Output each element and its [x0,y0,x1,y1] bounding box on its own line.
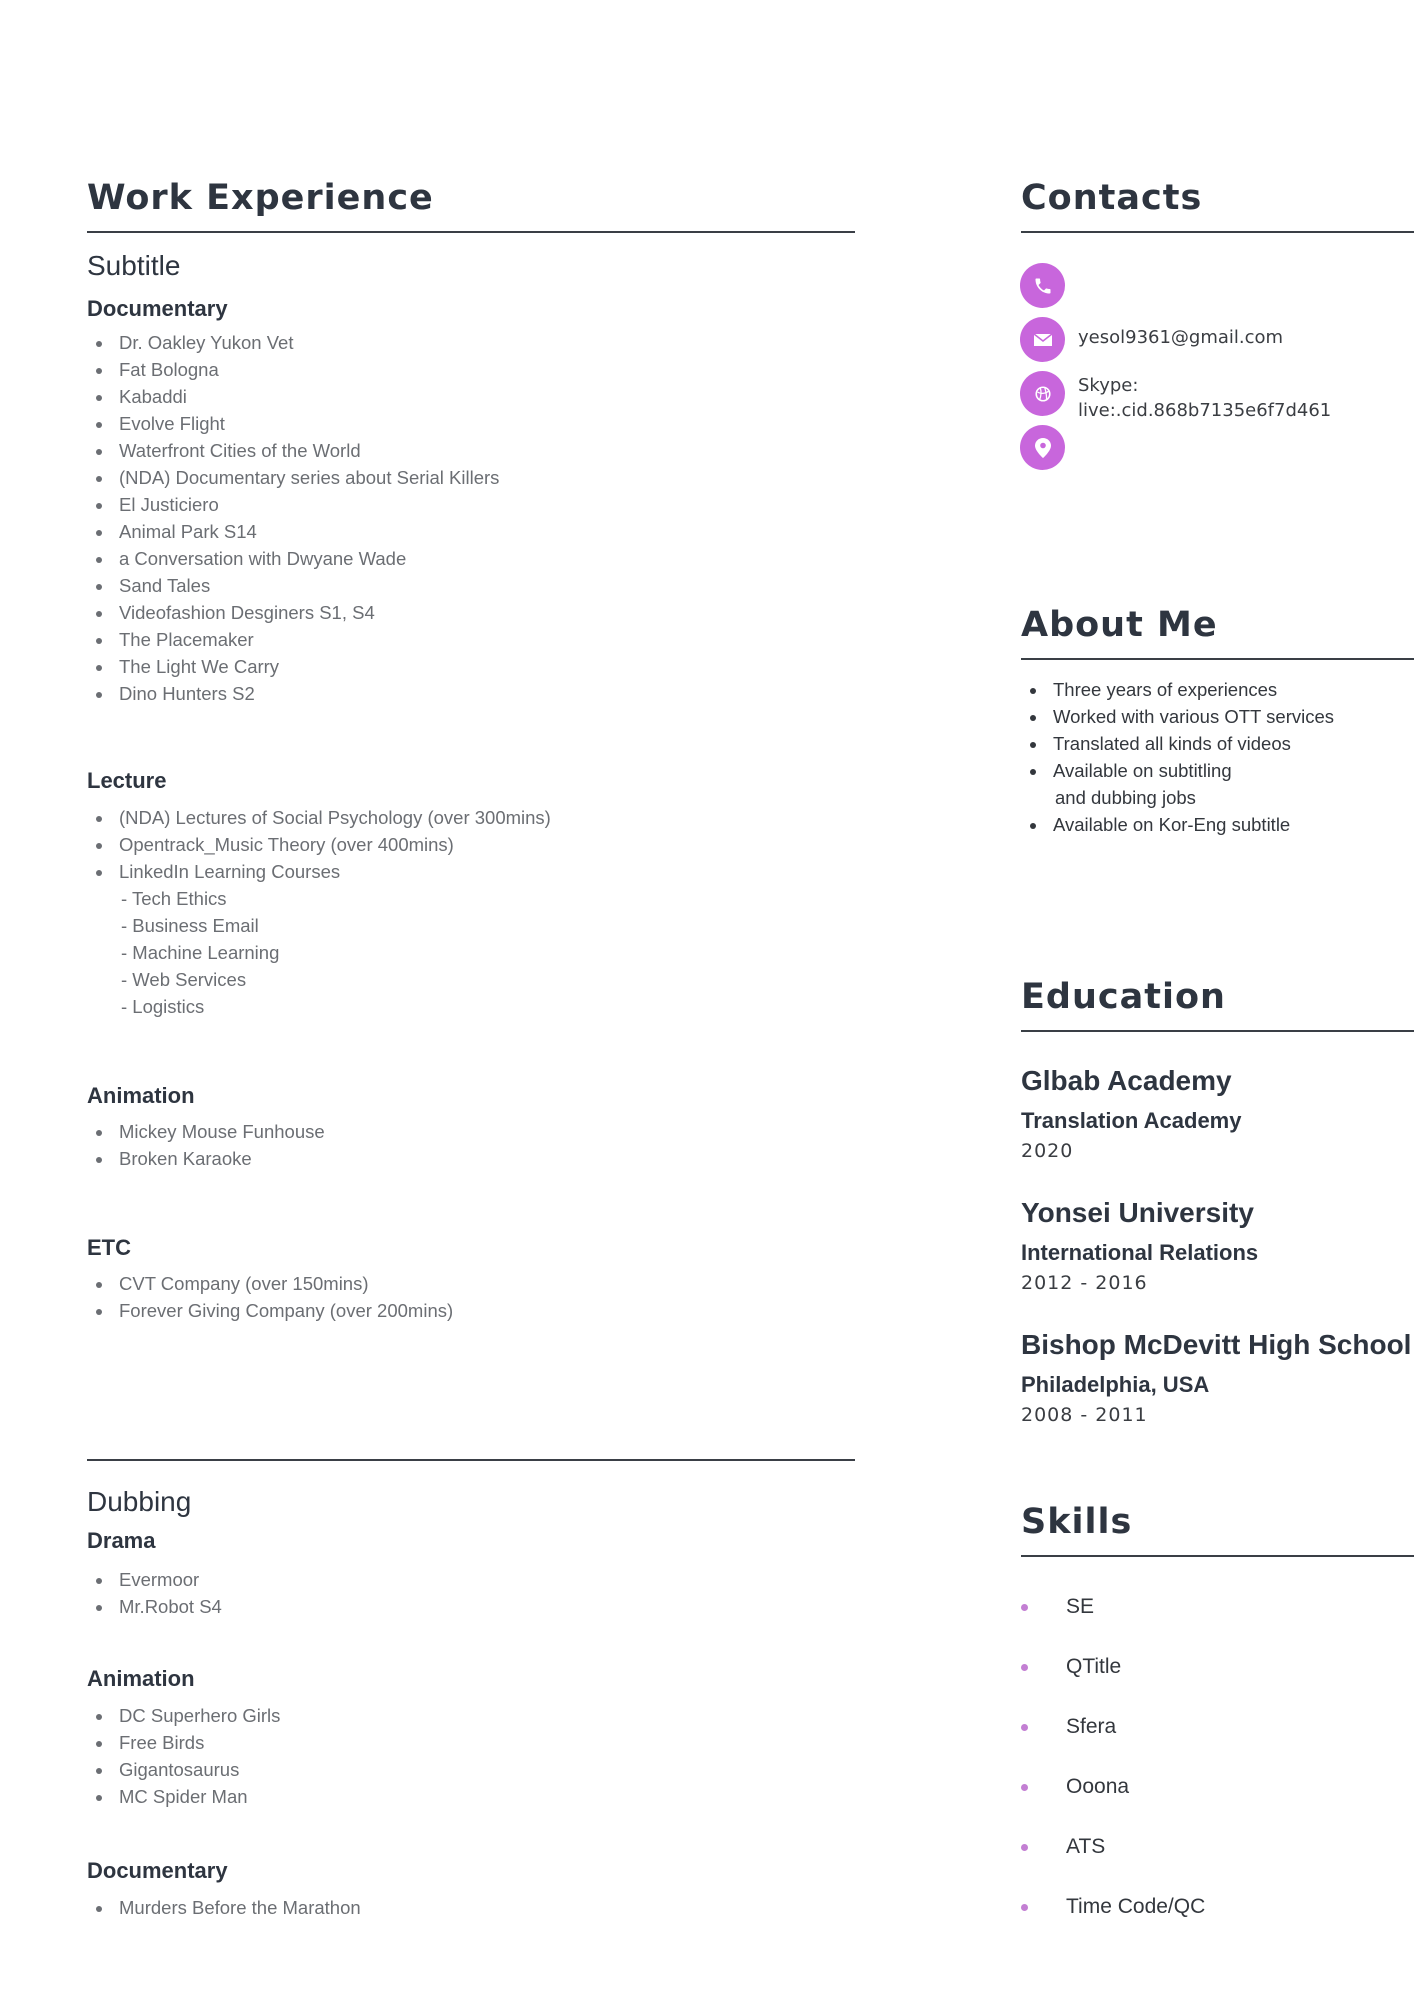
list-item: Evermoor [87,1566,222,1593]
divider [87,231,855,233]
list-item: Free Birds [87,1729,280,1756]
list-item: Fat Bologna [87,356,499,383]
category-documentary-dubbing: Documentary [87,1858,228,1883]
list-item-continuation: and dubbing jobs [1055,787,1196,808]
list-item: Worked with various OTT services [1021,703,1334,730]
skype-text [1078,373,1331,423]
list-item: Available on subtitling [1021,757,1334,784]
bullet-dot-icon [1021,1664,1028,1671]
animation-list [87,1118,325,1172]
etc-list [87,1270,453,1324]
education-school: Yonsei University [1021,1197,1254,1228]
documentary-dubbing-list [87,1894,361,1921]
divider [1021,1555,1414,1557]
list-item: Videofashion Desginers S1, S4 [87,599,499,626]
list-item: Gigantosaurus [87,1756,280,1783]
list-item: Animal Park S14 [87,518,499,545]
list-subitem: - Machine Learning [121,942,280,963]
contact-email [1020,317,1283,362]
list-item: Available on Kor-Eng subtitle [1021,811,1334,838]
list-item: DC Superhero Girls [87,1702,280,1729]
category-drama: Drama [87,1528,156,1553]
contact-skype [1020,371,1331,423]
list-subitem: - Business Email [121,915,259,936]
contacts-heading: Contacts [1021,178,1203,218]
about-me-heading: About Me [1021,605,1218,645]
contact-location [1020,425,1078,470]
list-item: The Placemaker [87,626,499,653]
list-item: Waterfront Cities of the World [87,437,499,464]
category-lecture: Lecture [87,768,167,793]
bullet-dot-icon [1021,1724,1028,1731]
list-subitem: - Logistics [121,996,205,1017]
category-documentary: Documentary [87,296,228,321]
list-item: Murders Before the Marathon [87,1894,361,1921]
skype-id[interactable]: live:.cid.868b7135e6f7d461 [1078,400,1332,421]
list-item: Kabaddi [87,383,499,410]
location-pin-icon [1020,425,1065,470]
list-item: CVT Company (over 150mins) [87,1270,453,1297]
list-item: (NDA) Lectures of Social Psychology (over 300mins) [87,804,551,831]
list-item: Three years of experiences [1021,676,1334,703]
drama-list [87,1566,222,1620]
list-item: (NDA) Documentary series about Serial Killers [87,464,499,491]
mail-icon [1020,317,1065,362]
work-experience-heading: Work Experience [87,178,434,218]
animation-dubbing-list [87,1702,280,1810]
list-item: Forever Giving Company (over 200mins) [87,1297,453,1324]
education-school: Glbab Academy [1021,1065,1232,1096]
about-me-list [1021,676,1334,838]
contact-phone [1020,263,1078,308]
list-item: a Conversation with Dwyane Wade [87,545,499,572]
globe-icon [1020,371,1065,416]
skype-label: Skype: [1078,375,1139,396]
list-item: Sand Tales [87,572,499,599]
category-animation: Animation [87,1083,195,1108]
divider [1021,658,1414,660]
list-subitem: - Web Services [121,969,247,990]
divider [1021,231,1414,233]
list-item: Dr. Oakley Yukon Vet [87,329,499,356]
list-item: Opentrack_Music Theory (over 400mins) [87,831,551,858]
divider [1021,1030,1414,1032]
list-item: Evolve Flight [87,410,499,437]
phone-icon [1020,263,1065,308]
list-item: LinkedIn Learning Courses [87,858,551,885]
education-years: 2012 - 2016 [1021,1272,1148,1294]
education-years: 2020 [1021,1140,1074,1162]
bullet-dot-icon [1021,1604,1028,1611]
education-field: Translation Academy [1021,1108,1242,1133]
documentary-list [87,329,499,707]
education-years: 2008 - 2011 [1021,1404,1148,1426]
email-link[interactable]: yesol9361@gmail.com [1078,327,1284,348]
education-field: Philadelphia, USA [1021,1372,1210,1397]
list-subitem: - Tech Ethics [121,888,227,909]
lecture-list [87,804,551,1020]
education-school: Bishop McDevitt High School [1021,1329,1412,1360]
list-item: Mickey Mouse Funhouse [87,1118,325,1145]
skills-heading: Skills [1021,1502,1133,1542]
subtitle-section-title: Subtitle [87,250,181,281]
bullet-dot-icon [1021,1904,1028,1911]
education-field: International Relations [1021,1240,1259,1265]
bullet-dot-icon [1021,1784,1028,1791]
dubbing-section-title: Dubbing [87,1486,192,1517]
list-item: El Justiciero [87,491,499,518]
category-animation-dubbing: Animation [87,1666,195,1691]
bullet-dot-icon [1021,1844,1028,1851]
list-item: MC Spider Man [87,1783,280,1810]
divider [87,1459,855,1461]
list-item: Translated all kinds of videos [1021,730,1334,757]
education-heading: Education [1021,977,1226,1017]
list-item: Broken Karaoke [87,1145,325,1172]
list-item: Mr.Robot S4 [87,1593,222,1620]
list-item: Dino Hunters S2 [87,680,499,707]
list-item: The Light We Carry [87,653,499,680]
category-etc: ETC [87,1235,131,1260]
